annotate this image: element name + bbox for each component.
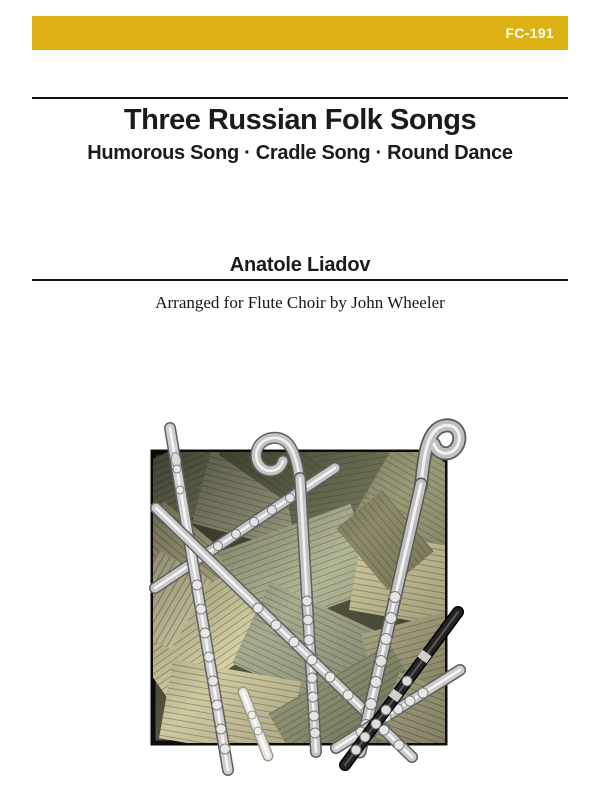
page-subtitle: Humorous Song · Cradle Song · Round Dance [87, 142, 513, 164]
arranger-credit: Arranged for Flute Choir by John Wheeler [155, 293, 445, 312]
title-top-rule [32, 97, 568, 99]
gold-header-band [32, 16, 568, 50]
page-title: Three Russian Folk Songs [123, 104, 477, 136]
cover-artwork-flutes-collage [120, 400, 480, 790]
composer-rule [32, 279, 568, 281]
composer-name: Anatole Liadov [229, 254, 371, 276]
catalog-number: FC-191 [505, 25, 554, 41]
